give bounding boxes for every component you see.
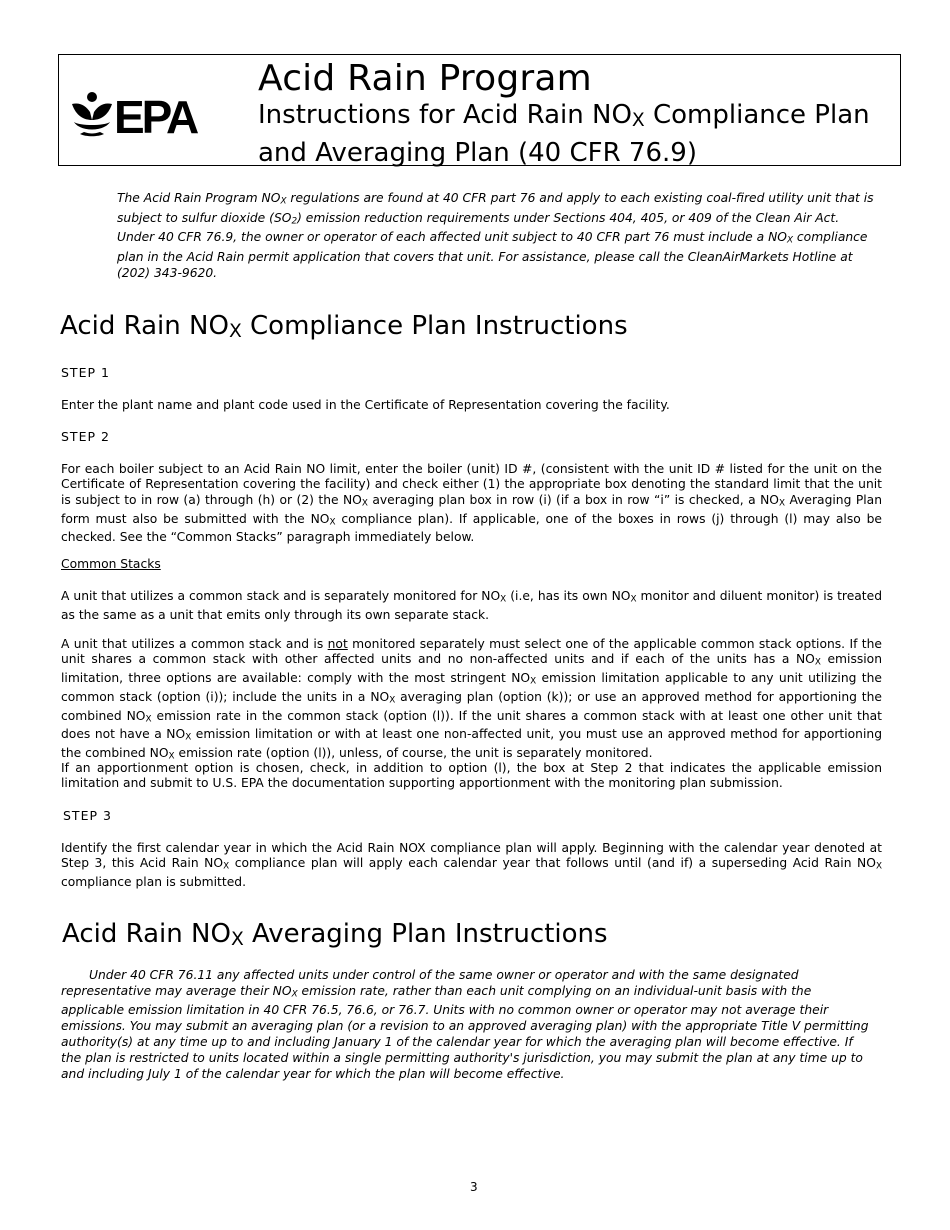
page-number: 3 [470, 1180, 478, 1194]
page-title: Acid Rain Program [258, 58, 592, 99]
step1-label: STEP 1 [61, 365, 110, 380]
step2-label: STEP 2 [61, 429, 110, 444]
page-subtitle: Instructions for Acid Rain NOX Compliance Plan and Averaging Plan (40 CFR 76.9) [258, 100, 870, 168]
step2-text: For each boiler subject to an Acid Rain NO limit, enter the boiler (unit) ID #, (consistent with the unit ID # listed for the unit on the Certificate of Representation covering the facility) and check either (1) the appropriate box denoting the standard limit that the unit is subject to in row (a) through (h) or (2) the NOX averaging plan box in row (i) (if a box in row “i” is checked, a NOX Averaging Plan form must also be submitted with the NOX compliance plan). If applicable, one of the boxes in rows (j) through (l) may also be checked. See the “Common Stacks” paragraph immediately below. [61, 462, 882, 545]
common-stacks-para-2: A unit that utilizes a common stack and is not monitored separately must select one of the applicable common stack options. If the unit shares a common stack with other affected units and no non-affected units and if each of the units has a NOX emission limitation, three options are available: comply with the most stringent NOX emission limitation applicable to any unit utilizing the common stack (option (i)); include the units in a NOX averaging plan (option (k)); or use an approved method for apportioning the combined NOX emission rate in the common stack (option (l)). If the unit shares a common stack with at least one other unit that does not have a NOX emission limitation or with at least one non-affected unit, you must use an approved method for apportioning the combined NOX emission rate (option (l)), unless, of course, the unit is separately monitored. [61, 637, 882, 762]
common-stacks-para-1: A unit that utilizes a common stack and is separately monitored for NOX (i.e, has its own NOX monitor and diluent monitor) is treated as the same as a unit that emits only through its own separate stack. [61, 589, 882, 622]
step3-label: STEP 3 [63, 808, 112, 823]
common-stacks-label: Common Stacks [61, 557, 161, 571]
compliance-heading: Acid Rain NOX Compliance Plan Instructions [60, 311, 628, 342]
step1-text: Enter the plant name and plant code used in the Certificate of Representation covering the facility. [61, 398, 670, 412]
epa-logo-text: EPA [114, 91, 197, 138]
averaging-paragraph: Under 40 CFR 76.11 any affected units under control of the same owner or operator and with the same designated representative may average their NOX emission rate, rather than each unit complying on an individual-unit basis with the applicable emission limitation in 40 CFR 76.5, 76.6, or 76.7. Units with no common owner or operator may not average their emissions. You may submit an averaging plan (or a revision to an approved averaging plan) with the appropriate Title V permitting authority(s) at any time up to and including January 1 of the calendar year for which the averaging plan will become effective. If the plan is restricted to units located within a single permitting authority's jurisdiction, you may submit the plan at any time up to and including July 1 of the calendar year for which the plan will become effective. [61, 968, 869, 1082]
intro-paragraph: The Acid Rain Program NOX regulations are found at 40 CFR part 76 and apply to each existing coal-fired utility unit that is subject to sulfur dioxide (SO2) emission reduction requirements under Sections 404, 405, or 409 of the Clean Air Act. Under 40 CFR 76.9, the owner or operator of each affected unit subject to 40 CFR part 76 must include a NOX compliance plan in the Acid Rain permit application that covers that unit. For assistance, please call the CleanAirMarkets Hotline at (202) 343-9620. [117, 191, 874, 280]
common-stacks-para-3: If an apportionment option is chosen, check, in addition to option (l), the box at Step 2 that indicates the applicable emission limitation and submit to U.S. EPA the documentation supporting apportionment with the monitoring plan submission. [61, 761, 882, 791]
averaging-heading: Acid Rain NOX Averaging Plan Instructions [62, 919, 608, 950]
epa-logo [70, 88, 210, 138]
step3-text: Identify the first calendar year in which the Acid Rain NOX compliance plan will apply. Beginning with the calendar year denoted at Step 3, this Acid Rain NOX compliance plan will apply each calendar year that follows until (and if) a superseding Acid Rain NOX compliance plan is submitted. [61, 841, 882, 890]
